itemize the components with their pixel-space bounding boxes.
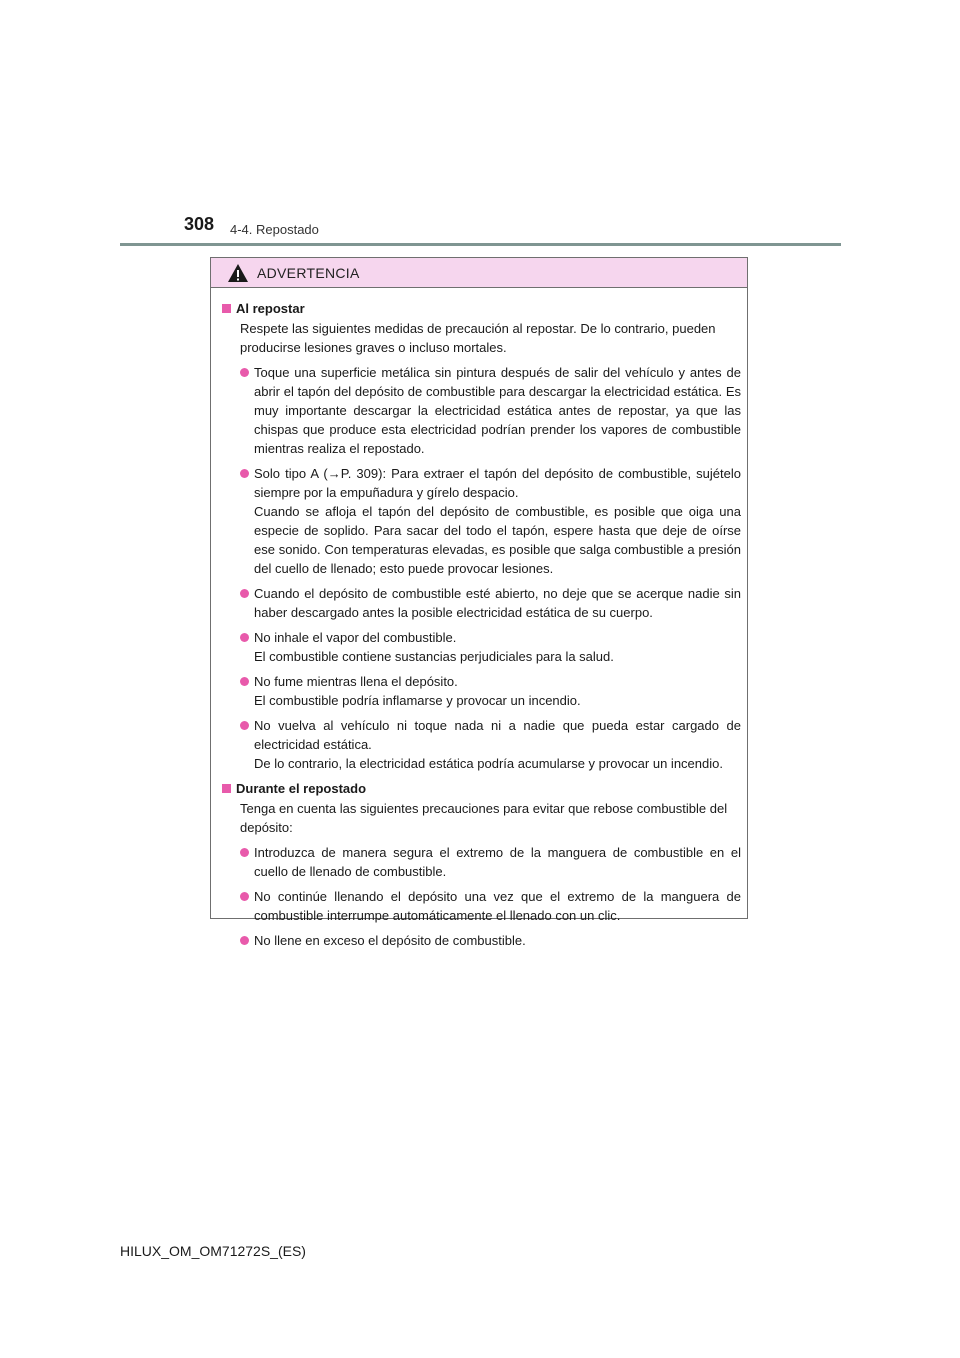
list-item-text: No vuelva al vehículo ni toque nada ni a nadie que pueda estar cargado de electricidad estática. — [254, 718, 741, 752]
list-item — [222, 584, 741, 622]
circle-bullet-icon — [240, 848, 249, 857]
list-item — [222, 672, 741, 710]
header-divider — [120, 243, 841, 246]
list-item-text: El combustible podría inflamarse y provocar un incendio. — [254, 693, 581, 708]
list-item-text: No continúe llenando el depósito una vez que el extremo de la manguera de combustible interrumpe automáticamente el llenado con un clic. — [254, 889, 741, 923]
list-item — [222, 887, 741, 925]
circle-bullet-icon — [240, 677, 249, 686]
circle-bullet-icon — [240, 936, 249, 945]
warning-title: ADVERTENCIA — [257, 264, 360, 281]
square-bullet-icon — [222, 304, 231, 313]
warning-section-heading — [222, 779, 741, 798]
list-item — [222, 843, 741, 881]
list-item-text: El combustible contiene sustancias perjudiciales para la salud. — [254, 649, 614, 664]
warning-section-heading — [222, 299, 741, 318]
list-item — [222, 464, 741, 578]
list-item — [222, 716, 741, 773]
list-item-text: Cuando el depósito de combustible esté abierto, no deje que se acerque nadie sin haber descargado antes la posible electricidad estática de su cuerpo. — [254, 586, 741, 620]
list-item-text: No llene en exceso el depósito de combustible. — [254, 933, 526, 948]
list-item-text: Introduzca de manera segura el extremo de la manguera de combustible en el cuello de llenado de combustible. — [254, 845, 741, 879]
list-item — [222, 628, 741, 666]
section-heading-text: Al repostar — [236, 301, 305, 316]
circle-bullet-icon — [240, 469, 249, 478]
page-number: 308 — [184, 214, 215, 234]
circle-bullet-icon — [240, 721, 249, 730]
document-code: HILUX_OM_OM71272S_(ES) — [120, 1243, 306, 1259]
warning-triangle-icon — [227, 263, 249, 283]
section-title: 4-4. Repostado — [230, 222, 319, 237]
warning-body — [211, 288, 747, 950]
circle-bullet-icon — [240, 589, 249, 598]
section-intro: Tenga en cuenta las siguientes precauciones para evitar que rebose combustible del depósito: — [240, 801, 728, 835]
list-item-text: No inhale el vapor del combustible. — [254, 630, 457, 645]
list-item-text: Cuando se afloja el tapón del depósito de combustible, es posible que oiga una especie de soplido. Para sacar del todo el tapón, espere hasta que deje de oírse ese sonido. Con temperaturas elevadas, es posible que salga combustible a presión del cuello de llenado; esto puede provocar lesiones. — [254, 504, 741, 576]
list-item-text: Toque una superficie metálica sin pintura después de salir del vehículo y antes de abrir el tapón del depósito de combustible para descargar la electricidad estática. Es muy importante descargar la electricidad estática antes de repostar, ya que las chispas que produce esta electricidad podrían prender los vapores de combustible mientras realiza el repostado. — [254, 365, 741, 456]
list-item — [222, 363, 741, 458]
circle-bullet-icon — [240, 368, 249, 377]
warning-header — [211, 258, 747, 288]
section-intro: Respete las siguientes medidas de precaución al repostar. De lo contrario, pueden producirse lesiones graves o incluso mortales. — [240, 321, 716, 355]
list-item-text: De lo contrario, la electricidad estática podría acumularse y provocar un incendio. — [254, 756, 723, 771]
warning-box — [210, 257, 748, 948]
list-item — [222, 931, 741, 950]
list-item-text: No fume mientras llena el depósito. — [254, 674, 458, 689]
section-heading-text: Durante el repostado — [236, 781, 367, 796]
circle-bullet-icon — [240, 892, 249, 901]
circle-bullet-icon — [240, 633, 249, 642]
square-bullet-icon — [222, 784, 231, 793]
list-item-text: Solo tipo A (→P. 309): Para extraer el tapón del depósito de combustible, sujételo siempre por la empuñadura y gírelo despacio. — [254, 466, 741, 500]
